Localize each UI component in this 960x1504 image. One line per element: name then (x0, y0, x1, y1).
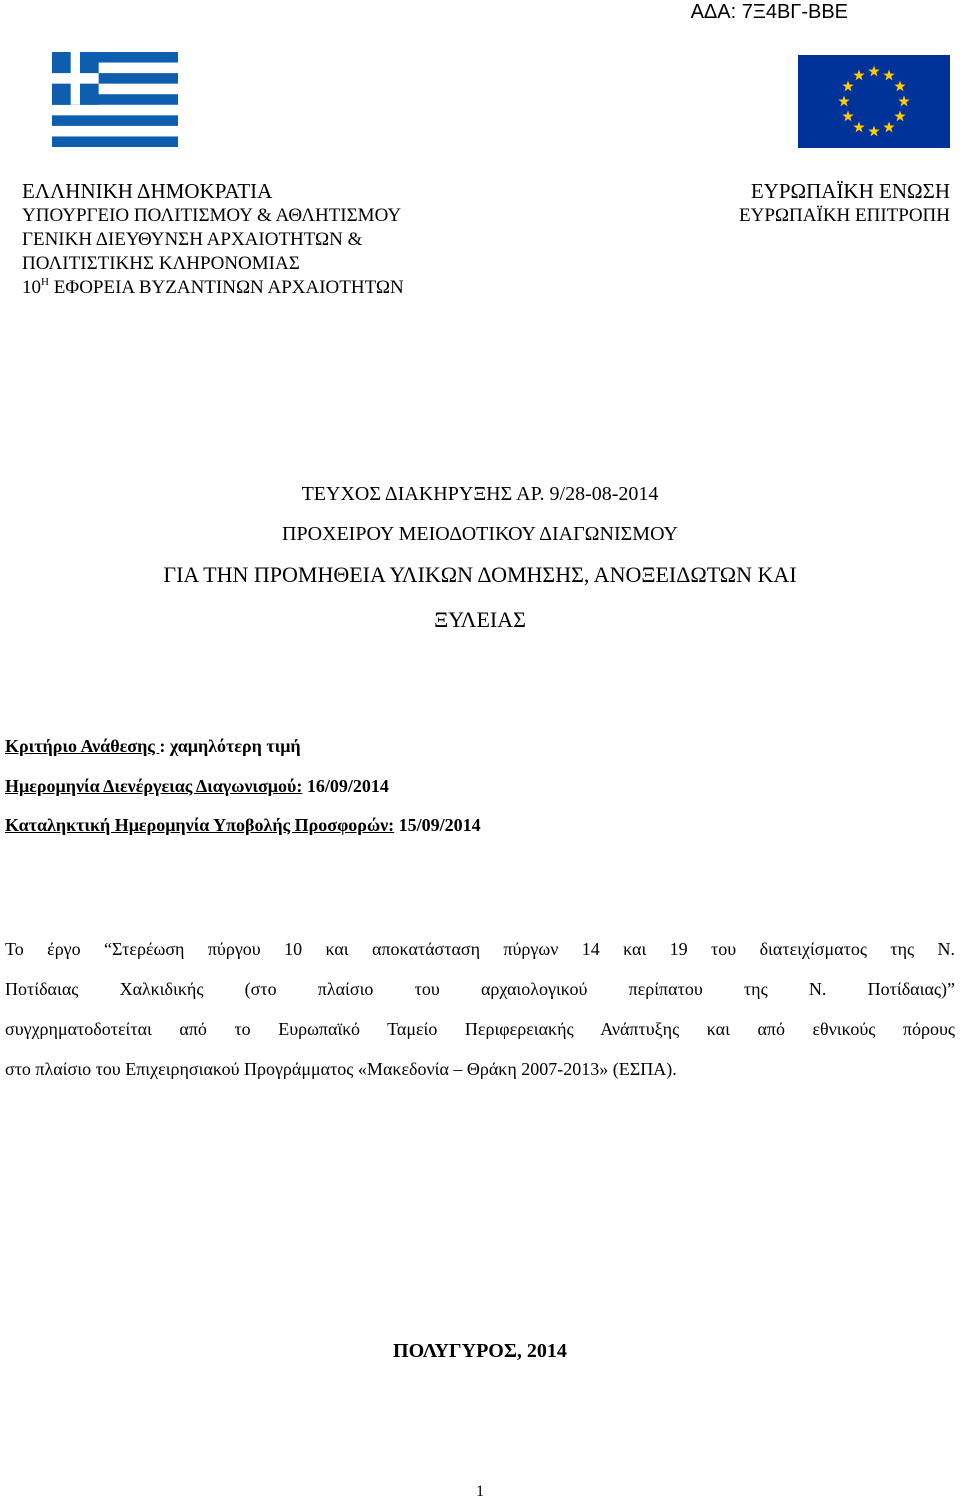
paragraph-line: συγχρηματοδοτείται από το Ευρωπαϊκό Ταμείο Περιφερειακής Ανάπτυξης και από εθνικούς πόρους (5, 1019, 955, 1039)
ministry-name: ΥΠΟΥΡΓΕΙΟ ΠΟΛΙΤΙΣΜΟΥ & ΑΘΛΗΤΙΣΜΟΥ (22, 205, 402, 226)
paragraph-line: Το έργο “Στερέωση πύργου 10 και αποκατάσταση πύργων 14 και 19 του διατειχίσματος της Ν. (5, 939, 955, 959)
title-line-1: ΤΕΥΧΟΣ ΔΙΑΚΗΡΥΞΗΣ ΑΡ. 9/28-08-2014 (301, 483, 659, 505)
eu-flag-icon (798, 55, 950, 148)
page-number: 1 (476, 1483, 484, 1500)
eu-header (739, 178, 950, 228)
award-criterion: Κριτήριο Ανάθεσης : χαμηλότερη τιμή (5, 736, 301, 756)
title-line-3: ΓΙΑ ΤΗΝ ΠΡΟΜΗΘΕΙΑ ΥΛΙΚΩΝ ΔΟΜΗΣΗΣ, ΑΝΟΞΕΙΔΩΤΩΝ ΚΑΙ (163, 562, 797, 587)
ministry-header (22, 178, 404, 300)
submission-deadline: Καταληκτική Ημερομηνία Υποβολής Προσφορών: 15/09/2014 (5, 815, 481, 835)
tender-date: Ημερομηνία Διενέργειας Διαγωνισμού: 16/09/2014 (5, 776, 389, 796)
ada-code: ΑΔΑ: 7Ξ4ΒΓ-ΒΒΕ (690, 1, 848, 23)
paragraph-line: στο πλαίσιο του Επιχειρησιακού Προγράμματος «Μακεδονία – Θράκη 2007-2013» (ΕΣΠΑ). (5, 1059, 677, 1079)
funding-paragraph (5, 929, 955, 1089)
greek-flag-icon (52, 52, 178, 147)
ephorate-name: $10^H$ ΕΦΟΡΕΙΑ ΒΥΖΑΝΤΙΝΩΝ ΑΡΧΑΙΟΤΗΤΩΝ (22, 276, 404, 298)
place-and-year: ΠΟΛΥΓΥΡΟΣ, 2014 (393, 1340, 567, 1362)
title-line-4: ΞΥΛΕΙΑΣ (434, 607, 526, 632)
directorate-line-2: ΠΟΛΙΤΙΣΤΙΚΗΣ ΚΛΗΡΟΝΟΜΙΑΣ (22, 253, 300, 274)
eu-commission-name: ΕΥΡΩΠΑΪΚΗ ΕΠΙΤΡΟΠΗ (739, 205, 950, 226)
directorate-line-1: ΓΕΝΙΚΗ ΔΙΕΥΘΥΝΣΗ ΑΡΧΑΙΟΤΗΤΩΝ & (22, 229, 363, 250)
republic-name: ΕΛΛΗΝΙΚΗ ΔΗΜΟΚΡΑΤΙΑ (22, 179, 273, 203)
paragraph-line: Ποτίδαιας Χαλκιδικής (στο πλαίσιο του αρχαιολογικού περίπατου της Ν. Ποτίδαιας)” (5, 979, 955, 999)
title-line-2: ΠΡΟΧΕΙΡΟΥ ΜΕΙΟΔΟΤΙΚΟΥ ΔΙΑΓΩΝΙΣΜΟΥ (282, 523, 678, 545)
eu-union-name: ΕΥΡΩΠΑΪΚΗ ΕΝΩΣΗ (750, 179, 950, 203)
